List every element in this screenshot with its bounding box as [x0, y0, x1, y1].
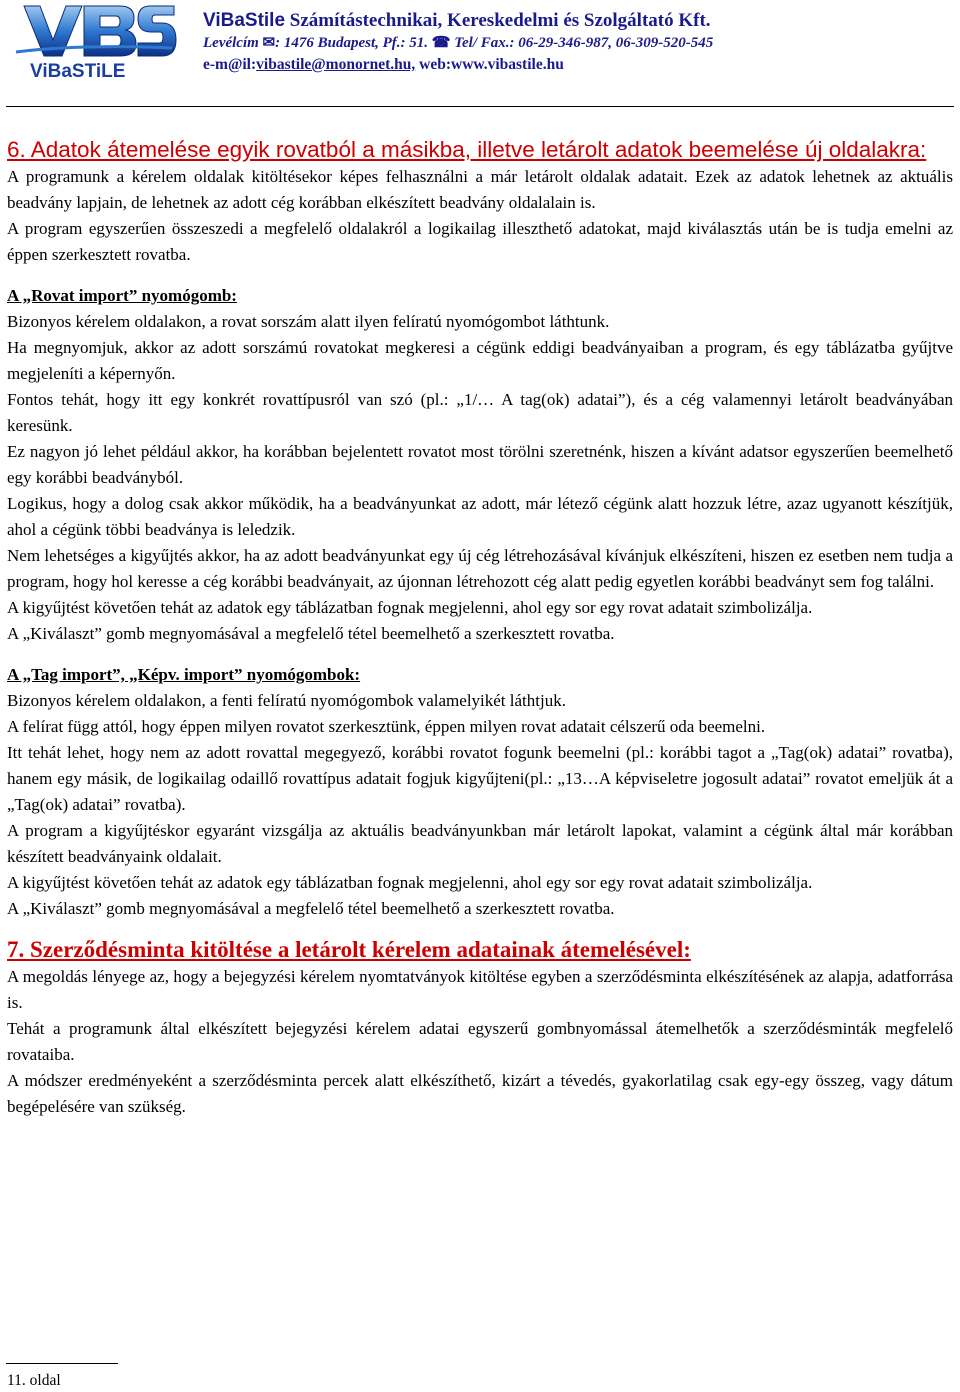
company-short-name: ViBaStile	[203, 10, 286, 31]
paragraph: A program egyszerűen összeszedi a megfelelő oldalakról a logikailag illeszthető adatokat, majd kiválasztás után be is tudja emelni az éppen szerkesztett rovatba.	[7, 219, 953, 264]
paragraph: Itt tehát lehet, hogy nem az adott rovattal megegyező, korábbi rovatot fogunk beemelni (pl.: korábbi tagot a „Tag(ok) adatai” rovatba), hanem egy másik, de logikailag odaillő rovattípus adatait fogjuk kigyűjteni(pl.: „13…A képviseletre jogosult adatai” rovatot emeljük át a „Tag(ok) adatai” rovatba).	[7, 743, 953, 814]
paragraph: Bizonyos kérelem oldalakon, a fenti felíratú nyomógombok valamelyikét láthtjuk.	[7, 691, 566, 710]
paragraph: Nem lehetséges a kigyűjtés akkor, ha az adott beadványunkat egy új cég létrehozásával kívánjuk elkészíteni, hiszen ez esetben nem tudja a program, hogy hol keresse a cég korábbi beadványait, az újonnan létrehozott cég alatt pedig egyetlen korábbi beadványt sem fog találni.	[7, 546, 953, 591]
paragraph: Ha megnyomjuk, akkor az adott sorszámú rovatokat megkeresi a cégünk eddigi beadványaiban a program, és egy táblázatba gyűjtve megjeleníti a képernyőn.	[7, 338, 953, 383]
paragraph: A „Kiválaszt” gomb megnyomásával a megfelelő tétel beemelhető a szerkesztett rovatba.	[7, 624, 615, 643]
section-7-title: 7. Szerződésminta kitöltése a letárolt kérelem adatainak átemelésével:	[7, 937, 691, 962]
paragraph: A felírat függ attól, hogy éppen milyen rovatot szerkesztünk, éppen milyen rovat adatait célszerű oda beemelni.	[7, 717, 766, 736]
paragraph: Ez nagyon jó lehet például akkor, ha korábban bejelentett rovatot most törölni szeretnénk, hiszen a kívánt adatsor egyszerűen beemelhető egy korábbi beadványból.	[7, 442, 953, 487]
logo-wordmark: ViBaSTiLE	[30, 61, 126, 82]
logo-graphic	[10, 2, 178, 82]
paragraph: Logikus, hogy a dolog csak akkor működik, ha a beadványunkat az adott, már létező cégünk alatt hozzuk létre, azaz ugyanott készítjük, ahol a cégünk többi beadványa is leledzik.	[7, 494, 953, 539]
page-number: 11. oldal	[7, 1372, 61, 1389]
contact-line	[203, 32, 954, 54]
paragraph: A módszer eredményeként a szerződésminta percek alatt elkészíthető, kizárt a tévedés, gyakorlatilag csak egy-egy összeg, vagy dátum begépelésére van szükség.	[7, 1071, 953, 1116]
email-prefix: e-m@il:	[203, 56, 257, 73]
paragraph: A „Kiválaszt” gomb megnyomásával a megfelelő tétel beemelhető a szerkesztett rovatba.	[7, 899, 615, 918]
tag-import-heading: A „Tag import”, „Képv. import” nyomógombok:	[7, 665, 361, 684]
rovat-import-heading: A „Rovat import” nyomógomb:	[7, 286, 237, 305]
email-link[interactable]: vibastile@monornet.hu,	[256, 56, 416, 73]
footer-divider	[6, 1363, 118, 1364]
paragraph: A kigyűjtést követően tehát az adatok egy táblázatban fognak megjelenni, ahol egy sor egy rovat adatait szimbolizálja.	[7, 873, 813, 892]
paragraph: A kigyűjtést követően tehát az adatok egy táblázatban fognak megjelenni, ahol egy sor egy rovat adatait szimbolizálja.	[7, 598, 813, 617]
envelope-icon: ✉	[262, 35, 276, 51]
phone-numbers: : 06-29-346-987, 06-309-520-545	[509, 35, 714, 51]
address: : 1476 Budapest, Pf.: 51.	[275, 35, 429, 51]
company-full-name: Számítástechnikai, Kereskedelmi és Szolgáltató Kft.	[289, 10, 711, 31]
page-content	[7, 136, 953, 1120]
paragraph: Bizonyos kérelem oldalakon, a rovat sorszám alatt ilyen felíratú nyomógombot láthtunk.	[7, 312, 610, 331]
web-address[interactable]: web:www.vibastile.hu	[415, 56, 564, 73]
company-logo	[10, 2, 178, 82]
paragraph: A megoldás lényege az, hogy a bejegyzési kérelem nyomtatványok kitöltése egyben a szerződésminta elkészítésének az alapja, adatforrása is.	[7, 967, 953, 1012]
paragraph: A programunk a kérelem oldalak kitöltésekor képes felhasználni a már letárolt oldalak adatait. Ezek az adatok lehetnek az aktuális beadvány lapjain, de lehetnek az adott cég korábban elkészített beadvány oldalalain is.	[7, 167, 953, 212]
paragraph: Tehát a programunk által elkészített bejegyzési kérelem adatai egyszerű gombnyomással átemelhetők a szerződésminták megfelelő rovataiba.	[7, 1019, 953, 1064]
company-name	[203, 10, 954, 32]
phone-icon: ☎	[431, 35, 451, 51]
address-prefix: Levélcím	[203, 35, 259, 51]
email-web-line	[203, 54, 954, 76]
phone-label: Tel/ Fax.	[454, 35, 510, 51]
paragraph: A program a kigyűjtéskor egyaránt vizsgálja az aktuális beadványunkban már letárolt lapokat, valamint a cégünk által már korábban készített beadványaink oldalait.	[7, 821, 953, 866]
section-6-title: 6. Adatok átemelése egyik rovatból a másikba, illetve letárolt adatok beemelése új oldalakra:	[7, 137, 927, 162]
letterhead	[203, 10, 954, 76]
header-divider	[6, 106, 954, 107]
paragraph: Fontos tehát, hogy itt egy konkrét rovattípusról van szó (pl.: „1/… A tag(ok) adatai”), és a cég valamennyi letárolt beadványában keresünk.	[7, 390, 953, 435]
